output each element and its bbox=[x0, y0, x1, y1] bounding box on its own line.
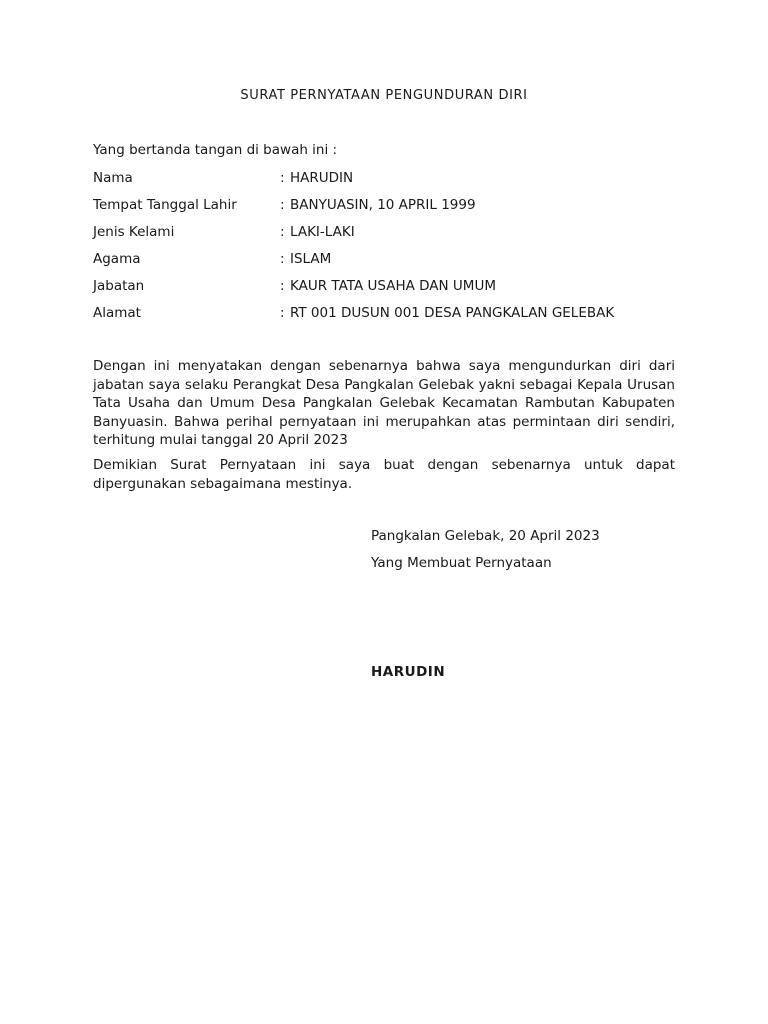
field-row-alamat bbox=[93, 304, 693, 331]
field-label: Alamat bbox=[93, 305, 141, 321]
field-value: ISLAM bbox=[290, 251, 332, 267]
identity-fields bbox=[93, 169, 693, 331]
closing-paragraph: Demikian Surat Pernyataan ini saya buat dengan sebenarnya untuk dapat dipergunakan sebagaimana mestinya. bbox=[93, 457, 675, 492]
field-value: RT 001 DUSUN 001 DESA PANGKALAN GELEBAK bbox=[290, 305, 615, 321]
field-colon: : bbox=[280, 224, 285, 240]
document-title: SURAT PERNYATAAN PENGUNDURAN DIRI bbox=[240, 88, 528, 103]
field-row-agama bbox=[93, 250, 693, 277]
field-colon: : bbox=[280, 251, 285, 267]
field-colon: : bbox=[280, 278, 285, 294]
field-value: KAUR TATA USAHA DAN UMUM bbox=[290, 278, 496, 294]
field-label: Tempat Tanggal Lahir bbox=[93, 197, 237, 213]
field-label: Nama bbox=[93, 170, 133, 186]
field-value: BANYUASIN, 10 APRIL 1999 bbox=[290, 197, 476, 213]
field-row-tempat-tanggal-lahir bbox=[93, 196, 693, 223]
field-colon: : bbox=[280, 305, 285, 321]
intro-line: Yang bertanda tangan di bawah ini : bbox=[93, 142, 338, 158]
maker-label: Yang Membuat Pernyataan bbox=[371, 555, 552, 571]
place-and-date: Pangkalan Gelebak, 20 April 2023 bbox=[371, 528, 600, 544]
statement-paragraph: Dengan ini menyatakan dengan sebenarnya bahwa saya mengundurkan diri dari jabatan saya selaku Perangkat Desa Pangkalan Gelebak yakni sebagai Kepala Urusan Tata Usaha dan Umum Desa Pangkalan Gelebak Kecamatan Rambutan Kabupaten Banyuasin. Bahwa perihal pernyataan ini merupahkan atas permintaan diri sendiri, terhitung mulai tanggal 20 April 2023 bbox=[93, 358, 675, 448]
field-label: Jabatan bbox=[93, 278, 145, 294]
field-row-nama bbox=[93, 169, 693, 196]
field-row-jenis-kelamin bbox=[93, 223, 693, 250]
field-label: Agama bbox=[93, 251, 141, 267]
field-value: HARUDIN bbox=[290, 170, 354, 186]
field-colon: : bbox=[280, 170, 285, 186]
signer-name: HARUDIN bbox=[371, 664, 446, 680]
field-colon: : bbox=[280, 197, 285, 213]
field-value: LAKI-LAKI bbox=[290, 224, 355, 240]
field-label: Jenis Kelami bbox=[93, 224, 175, 240]
field-row-jabatan bbox=[93, 277, 693, 304]
